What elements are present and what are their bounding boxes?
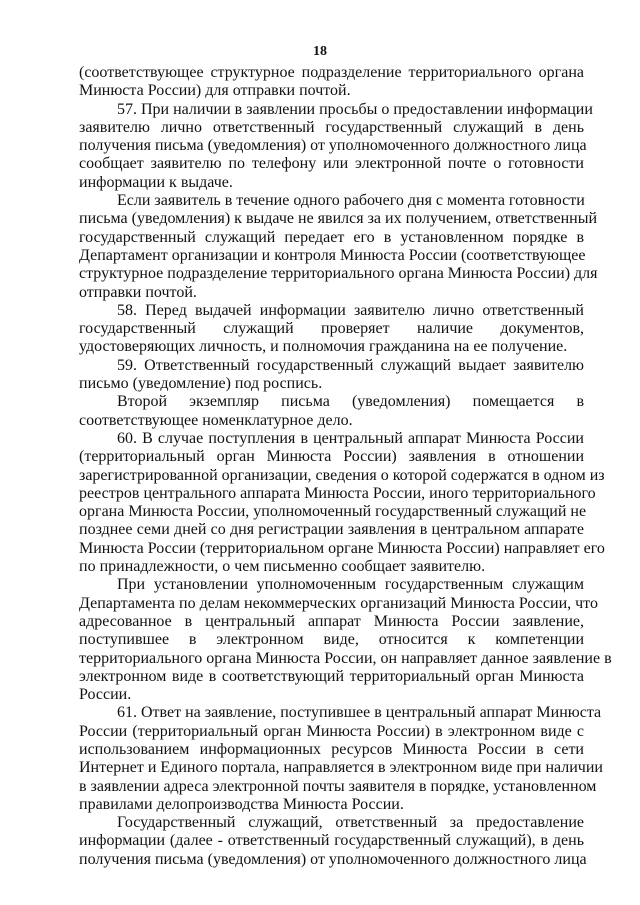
text-line: поступившее в электронном виде, относится к компетенции: [79, 631, 584, 649]
text-line: сообщает заявителю по телефону или электронной почте о готовности: [79, 155, 584, 173]
text-line: 59. Ответственный государственный служащий выдает заявителю: [117, 356, 584, 374]
paragraph: [79, 393, 584, 430]
text-line: 60. В случае поступления в центральный аппарат Минюста России: [117, 429, 584, 447]
paragraph: [79, 429, 605, 576]
text-line: позднее семи дней со дня регистрации заявления в центральном аппарате: [79, 521, 584, 539]
paragraph: [79, 576, 612, 704]
text-line: 61. Ответ на заявление, поступившее в центральный аппарат Минюста: [117, 704, 602, 722]
text-line: Департамента по делам некоммерческих организаций Минюста России, что: [79, 594, 598, 612]
paragraph: [79, 814, 587, 869]
text-line: информации (далее - ответственный государственный служащий), в день: [79, 832, 584, 850]
text-line: правилами делопроизводства Минюста России.: [79, 795, 404, 813]
text-line: территориального органа Минюста России, он направляет данное заявление в: [79, 649, 612, 667]
text-line: зарегистрированной организации, сведения о которой содержатся в одном из: [79, 466, 605, 484]
text-line: получения письма (уведомления) от уполномоченного должностного лица: [79, 850, 587, 868]
text-line: государственный служащий передает его в установленном порядке в: [79, 228, 584, 246]
text-line: письмо (уведомление) под роспись.: [79, 375, 323, 393]
text-line: получения письма (уведомления) от уполномоченного должностного лица: [79, 137, 587, 155]
text-line: России (территориальный орган Минюста России) в электронном виде с: [79, 722, 584, 740]
text-line: соответствующее номенклатурное дело.: [79, 411, 353, 429]
text-line: адресованное в центральный аппарат Минюста России заявление,: [79, 612, 584, 630]
text-line: Если заявитель в течение одного рабочего дня с момента готовности: [117, 192, 585, 210]
text-line: России.: [79, 686, 132, 704]
paragraph: [79, 302, 584, 357]
text-line: (территориальный орган Минюста России) заявления в отношении: [79, 448, 584, 466]
paragraph: [79, 100, 593, 192]
text-line: электронном виде в соответствующий территориальный орган Минюста: [79, 667, 584, 685]
text-line: в заявлении адреса электронной почты заявителя в порядке, установленном: [79, 777, 597, 795]
text-line: реестров центрального аппарата Минюста России, иного территориального: [79, 484, 596, 502]
text-line: органа Минюста России, уполномоченный государственный служащий не: [79, 503, 587, 521]
text-line: 57. При наличии в заявлении просьбы о предоставлении информации: [117, 100, 593, 118]
paragraph: [79, 64, 584, 101]
text-line: письма (уведомления) к выдаче не явился за их получением, ответственный: [79, 210, 598, 228]
text-line: использованием информационных ресурсов Минюста России в сети: [79, 740, 584, 758]
paragraph: [79, 192, 598, 302]
text-line: Минюста России (территориальном органе Минюста России) направляет его: [79, 539, 605, 557]
text-line: заявителю лично ответственный государственный служащий в день: [79, 118, 584, 136]
text-line: по принадлежности, о чем письменно сообщает заявителю.: [79, 558, 486, 576]
document-body: [79, 64, 612, 869]
text-line: При установлении уполномоченным государственным служащим: [117, 576, 584, 594]
text-line: Второй экземпляр письма (уведомления) помещается в: [117, 393, 584, 411]
text-line: отправки почтой.: [79, 283, 197, 301]
text-line: удостоверяющих личность, и полномочия гражданина на ее получение.: [79, 338, 568, 356]
text-line: государственный служащий проверяет наличие документов,: [79, 320, 584, 338]
paragraph: [79, 704, 603, 814]
page-number: 18: [313, 44, 327, 59]
text-line: Минюста России) для отправки почтой.: [79, 82, 351, 100]
paragraph: [79, 357, 584, 394]
text-line: Департамент организации и контроля Минюста России (соответствующее: [79, 246, 586, 264]
text-line: Государственный служащий, ответственный за предоставление: [117, 814, 584, 832]
text-line: структурное подразделение территориального органа Минюста России) для: [79, 265, 598, 283]
text-line: (соответствующее структурное подразделение территориального органа: [79, 64, 584, 81]
text-line: информации к выдаче.: [79, 173, 233, 191]
text-line: 58. Перед выдачей информации заявителю лично ответственный: [117, 301, 584, 319]
text-line: Интернет и Единого портала, направляется в электронном виде при наличии: [79, 759, 603, 777]
